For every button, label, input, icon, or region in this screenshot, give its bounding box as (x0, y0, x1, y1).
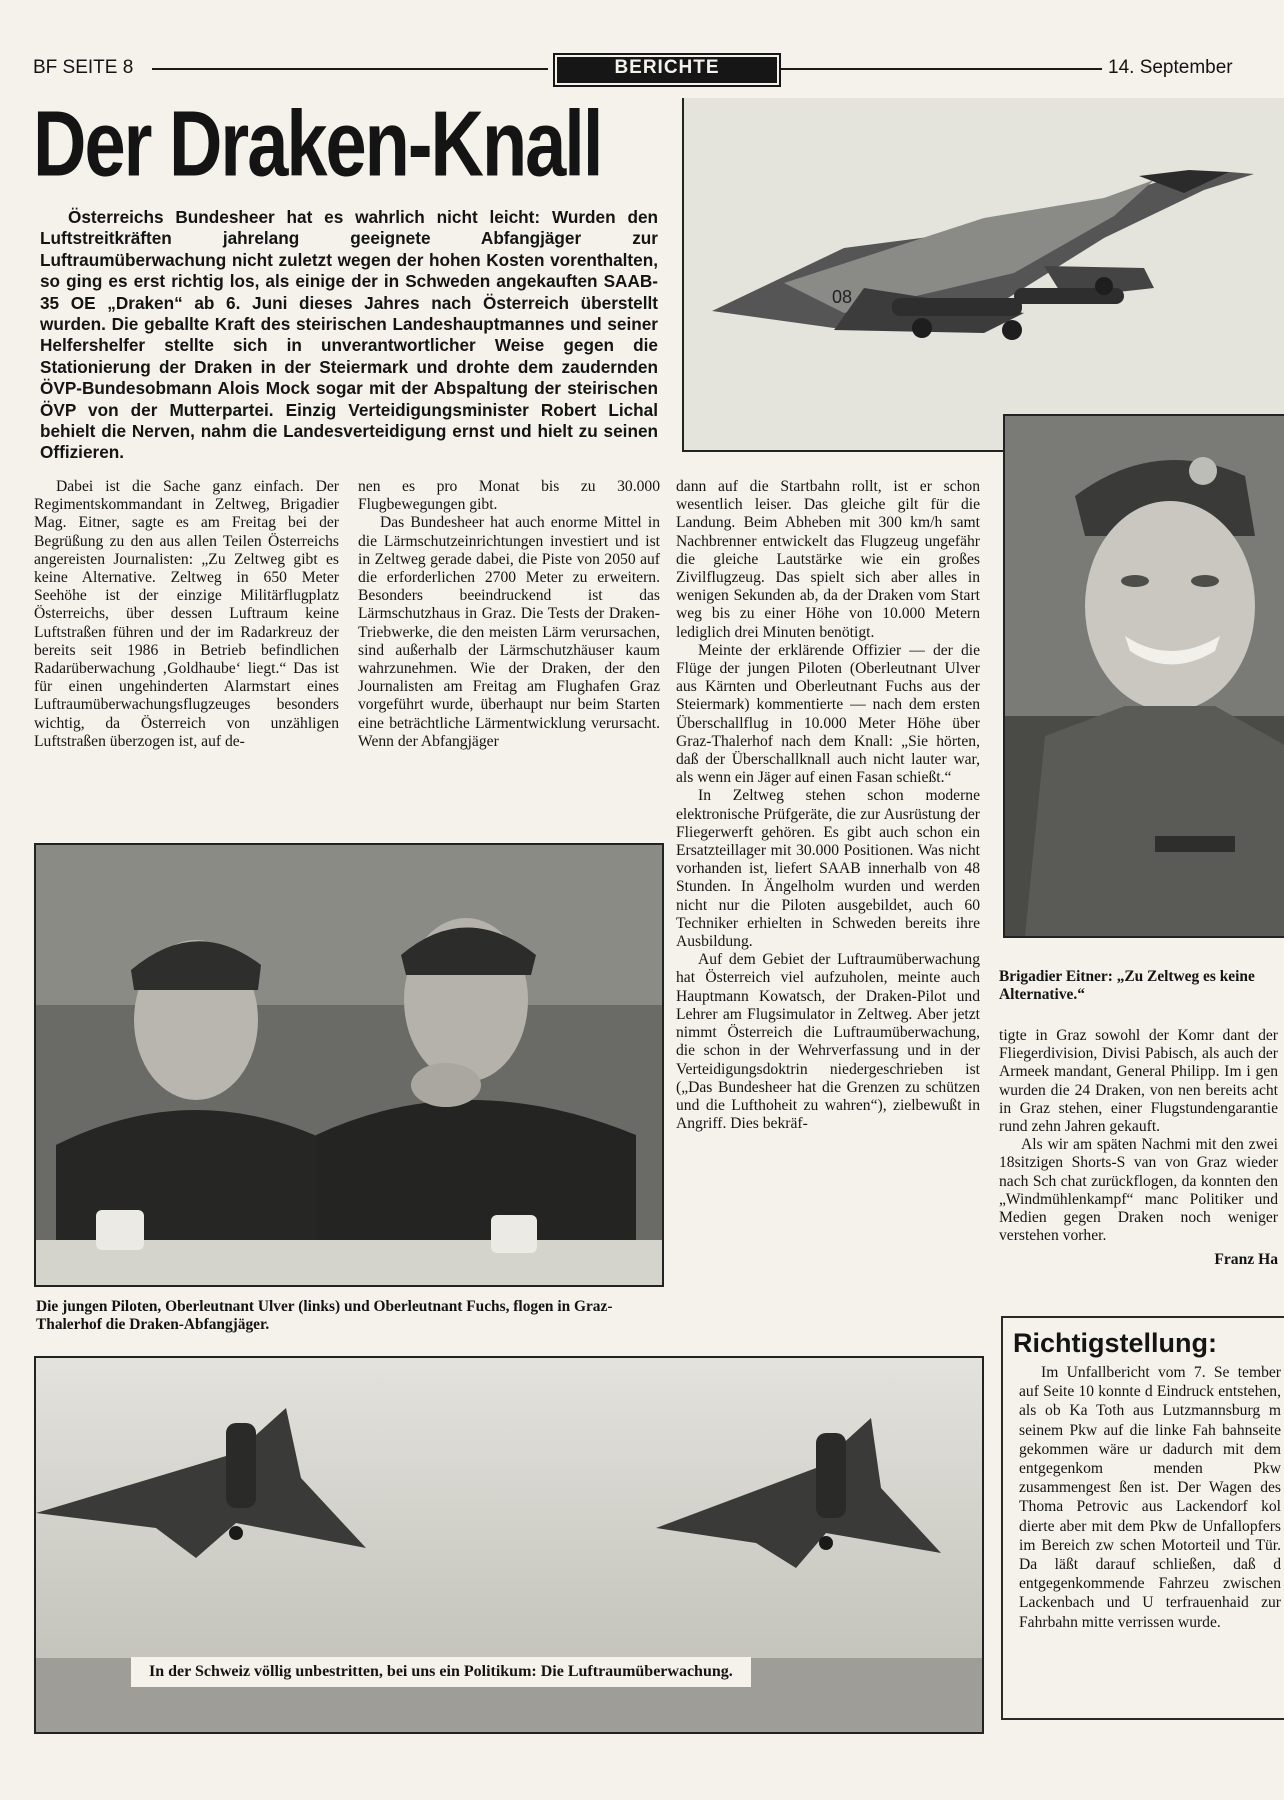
formation-caption: In der Schweiz völlig unbestritten, bei uns ein Politikum: Die Luftraumüberwachung. (131, 1657, 751, 1687)
brigadier-eitner-photo (1003, 414, 1284, 938)
portrait-illustration (1005, 416, 1284, 936)
article-column-2 (358, 478, 660, 751)
pilots-illustration (36, 845, 662, 1285)
column-2-text-a: nen es pro Monat bis zu 30.000 Flugbewegungen gibt. (358, 478, 660, 514)
header-rule-left (152, 68, 548, 70)
correction-box (1001, 1316, 1284, 1720)
page-label: BF SEITE 8 (33, 57, 134, 78)
draken-jet-illustration (684, 98, 1284, 450)
article-column-3 (676, 478, 980, 1133)
jet-number: 08 (832, 287, 853, 307)
lead-text: Österreichs Bundesheer hat es wahrlich nicht leicht: Wurden den Luftstreitkräften jahrelang geeignete Abfangjäger zur Luftraumüberwachung nicht zuletzt wegen der hohen Kosten vorenthalten, so ging es erst richtig los, als einige der in Schweden angekauften SAAB-35 OE „Draken“ ab 6. Juni dieses Jahres nach Österreich überstellt wurden. Die geballte Kraft des steirischen Landeshauptmannes und seiner Helfershelfer stellte sich in unverantwortlicher Weise gegen die Stationierung der Draken in der Steiermark und drohte dem zaudernden ÖVP-Bundesobmann Alois Mock sogar mit der Abspaltung der steirischen ÖVP von der Mutterpartei. Einzig Verteidigungsminister Robert Lichal behielt die Nerven, nahm die Landesverteidigung ernst und hielt zu seinen Offizieren. (40, 207, 658, 463)
headline: Der Draken-Knall (33, 91, 602, 196)
lead-paragraph (40, 207, 658, 464)
article-column-1 (34, 478, 339, 751)
author-byline: Franz Ha (1214, 1251, 1278, 1269)
column-4-text-b: Als wir am späten Nachmi mit den zwei 18sitzigen Shorts-S van von Graz wieder nach Sch chat zurückflogen, da konnten den „Windmühlenkampf“ manc Politiker und Medien gegen Draken noch weniger verstehen vorher. (999, 1136, 1278, 1245)
article-column-4 (999, 1027, 1278, 1270)
pilots-caption: Die jungen Piloten, Oberleutnant Ulver (links) und Oberleutnant Fuchs, flogen in Graz-Thalerhof die Draken-Abfangjäger. (36, 1298, 613, 1333)
column-3-text-c: In Zeltweg stehen schon moderne elektronische Prüfgeräte, die zur Ausrüstung der Fliegerwerft gehören. Es gibt auch schon ein Ersatzteillager mit 30.000 Positionen. Was nicht vorhanden ist, liefert SAAB innerhalb von 48 Stunden. In Ängelholm wurden und werden nicht nur die Piloten ausgebildet, auch 60 Techniker erhielten in Schweden bereits ihre Ausbildung. (676, 787, 980, 951)
brigadier-caption: Brigadier Eitner: „Zu Zeltweg es keine Alternative.“ (999, 968, 1255, 1003)
draken-formation-photo (34, 1356, 984, 1734)
pilots-photo (34, 843, 664, 1287)
column-3-text-b: Meinte der erklärende Offizier — der die Flüge der jungen Piloten (Oberleutnant Ulver aus Kärnten und Oberleutnant Fuchs aus der Steiermark) kommentierte — nach dem ersten Überschallflug in 10.000 Meter Höhe über Graz-Thalerhof nach dem Knall: „Sie hörten, daß der Überschallknall auch nicht lauter war, als wenn ein Jäger auf einen Fasan schießt.“ (676, 641, 980, 787)
column-4-text-a: tigte in Graz sowohl der Komr dant der Fliegerdivision, Divisi Pabisch, als auch der Armeek mandant, General Philipp. Im i gen wurden die 24 Draken, von nen bereits acht in Graz stehen, einer Flugstundengarantie rund zehn Jahren gekauft. (999, 1027, 1278, 1136)
page-date: 14. September (1108, 57, 1233, 78)
column-3-text-d: Auf dem Gebiet der Luftraumüberwachung hat Österreich viel aufzuholen, meinte auch Hauptmann Kowatsch, der Draken-Pilot und Lehrer am Flugsimulator in Zeltweg. Aber jetzt nimmt Österreich die Luftraumüberwachung, die schon in der Wehrverfassung und in der Verteidigungsdoktrin niedergeschrieben ist („Das Bundesheer hat die Grenzen zu schützen und die Lufthoheit zu wahren“), zielbewußt in Angriff. Dies bekräf- (676, 951, 980, 1133)
correction-title: Richtigstellung: (1013, 1328, 1217, 1358)
section-label: BERICHTE (614, 57, 720, 78)
draken-jet-photo (682, 98, 1284, 452)
column-2-text-b: Das Bundesheer hat auch enorme Mittel in die Lärmschutzeinrichtungen investiert und ist in Zeltweg gerade dabei, die Piste von 2050 auf die erforderlichen 2700 Meter zu erweitern. Besonders beeindruckend ist das Lärmschutzhaus in Graz. Die Tests der Draken-Triebwerke, die den meisten Lärm verursachen, sind außerhalb der Lärmschutzhäuser kaum wahrzunehmen. Wie der Draken, der den Journalisten am Freitag am Flughafen Graz vorgeführt wurde, überhaupt nur beim Starten eine beträchtliche Lärmentwicklung verursacht. Wenn der Abfangjäger (358, 514, 660, 750)
column-1-text: Dabei ist die Sache ganz einfach. Der Regimentskommandant in Zeltweg, Brigadier Mag. Eitner, sagte es am Freitag bei der Begrüßung zu den aus allen Teilen Österreichs angereisten Journalisten: „Zu Zeltweg gibt es keine Alternative. Zeltweg in 650 Meter Seehöhe ist der einzige Militärflugplatz Österreichs, über dessen Luftraum keine Luftstraßen führen und der im Radarkreuz der bereits seit 1986 in Betrieb befindlichen Radarüberwachung ‚Goldhaube‘ liegt.“ Das ist für einen ungehinderten Alarmstart eines Luftraumüberwachungsflugzeuges besonders wichtig, da Österreich von unzähligen Luftstraßen überzogen ist, auf de- (34, 478, 339, 750)
header-rule-right (781, 68, 1102, 70)
column-3-text-a: dann auf die Startbahn rollt, ist er schon wesentlich leiser. Das gleiche gilt für die Landung. Beim Abheben mit 300 km/h samt Nachbrenner entwickelt das Flugzeug ungefähr die gleiche Lautstärke wie ein großes Zivilflugzeug. Das spielt sich aber alles in wenigen Sekunden ab, da der Draken vom Start weg bis zu einer Höhe von 10.000 Metern lediglich drei Minuten benötigt. (676, 478, 980, 641)
correction-text: Im Unfallbericht vom 7. Se tember auf Seite 10 konnte d Eindruck entstehen, als ob Ka Toth aus Lutzmannsburg m seinem Pkw auf die linke Fah bahnseite gekommen wäre ur dadurch mit dem entgegenkom menden Pkw zusammengest ßen ist. Der Wagen des Thoma Petrovic aus Lackendorf kol dierte aber mit dem Pkw de Unfallopfers im Bereich zw schen Motorteil und Tür. Da läßt darauf schließen, daß d entgegenkommende Fahrzeu zwischen Lackenbach und U terfrauenhaid zur Fahrbahn mitte verrissen wurde. (1019, 1364, 1281, 1631)
